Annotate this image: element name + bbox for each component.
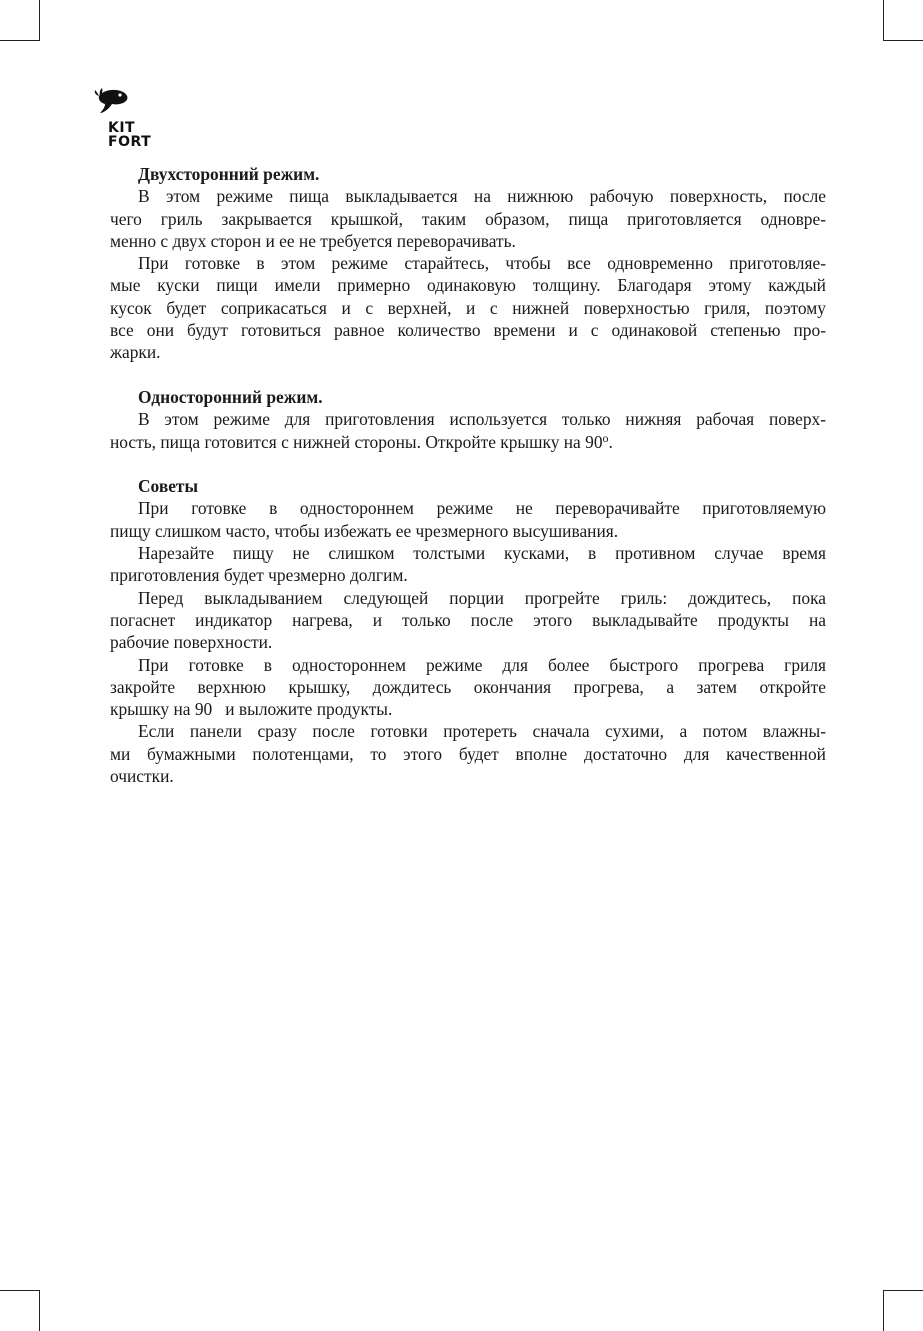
- brand-line-1: KIT: [108, 120, 136, 136]
- text-line: В этом режиме для приготовления используется только нижняя рабочая поверх-: [138, 409, 826, 430]
- paragraph-tip-3: [110, 587, 826, 654]
- text-line: все они будут готовиться равное количество времени и с одинаковой степенью про-: [110, 320, 826, 341]
- crop-mark-top-left-h: [0, 40, 40, 41]
- crop-mark-top-right-h: [883, 40, 923, 41]
- text-line: В этом режиме пища выкладывается на нижнюю рабочую поверхность, после: [138, 186, 826, 207]
- text-line: крышку на 90 и выложите продукты.: [110, 699, 393, 720]
- text-line: чего гриль закрывается крышкой, таким образом, пища приготовляется одновре-: [110, 208, 826, 229]
- paragraph-tip-2: [110, 542, 826, 587]
- text-line: Если панели сразу после готовки протереть сначала сухими, а потом влажны-: [138, 721, 826, 742]
- text-fragment: .: [608, 431, 613, 452]
- text-line: Перед выкладыванием следующей порции прогрейте гриль: дождитесь, пока: [138, 587, 826, 608]
- brand-line-2: FORT: [108, 134, 152, 150]
- heading-tips: Советы: [138, 476, 199, 497]
- text-line: При готовке в одностороннем режиме для более быстрого прогрева гриля: [138, 654, 826, 675]
- brand-wordmark: [108, 121, 151, 149]
- text-line-with-degree: [110, 431, 826, 453]
- text-line: рабочие поверхности.: [110, 632, 273, 653]
- paragraph-tip-5: [110, 720, 826, 787]
- text-line: приготовления будет чрезмерно долгим.: [110, 565, 408, 586]
- paragraph-tip-4: [110, 654, 826, 721]
- text-line: закройте верхнюю крышку, дождитесь окончания прогрева, а затем откройте: [110, 676, 826, 697]
- degree-symbol: o: [602, 430, 609, 445]
- text-line: кусок будет соприкасаться и с верхней, и с нижней поверхностью гриля, поэтому: [110, 297, 826, 318]
- crop-mark-bottom-right-h: [883, 1290, 923, 1291]
- crop-mark-bottom-left-h: [0, 1290, 40, 1291]
- text-line: пищу слишком часто, чтобы избежать ее чрезмерного высушивания.: [110, 520, 619, 541]
- paragraph-two-sided-2: [110, 252, 826, 363]
- crop-mark-top-right-v: [883, 0, 884, 40]
- whale-icon: [93, 86, 133, 118]
- text-line: ми бумажными полотенцами, то этого будет вполне достаточно для качественной: [110, 743, 826, 764]
- text-line: При готовке в этом режиме старайтесь, чтобы все одновременно приготовляе-: [138, 253, 826, 274]
- paragraph-two-sided-1: [110, 185, 826, 252]
- heading-two-sided: Двухсторонний режим.: [138, 164, 320, 184]
- document-body: [110, 163, 826, 787]
- text-line: очистки.: [110, 766, 174, 787]
- text-fragment: ность, пища готовится с нижней стороны. Откройте крышку на 90: [110, 431, 603, 452]
- paragraph-tip-1: [110, 497, 826, 542]
- text-line: менно с двух сторон и ее не требуется переворачивать.: [110, 230, 516, 251]
- crop-mark-top-left-v: [39, 0, 40, 40]
- text-line: мые куски пищи имели примерно одинаковую толщину. Благодаря этому каждый: [110, 275, 826, 296]
- text-line: жарки.: [110, 342, 161, 363]
- text-line: погаснет индикатор нагрева, и только после этого выкладывайте продукты на: [110, 609, 826, 630]
- text-line: При готовке в одностороннем режиме не переворачивайте приготовляемую: [138, 498, 826, 519]
- crop-mark-bottom-right-v: [883, 1291, 884, 1331]
- text-line: Нарезайте пищу не слишком толстыми кусками, в противном случае время: [138, 543, 826, 564]
- heading-one-sided: Односторонний режим.: [138, 386, 323, 407]
- paragraph-one-sided-1: [110, 408, 826, 453]
- crop-mark-bottom-left-v: [39, 1291, 40, 1331]
